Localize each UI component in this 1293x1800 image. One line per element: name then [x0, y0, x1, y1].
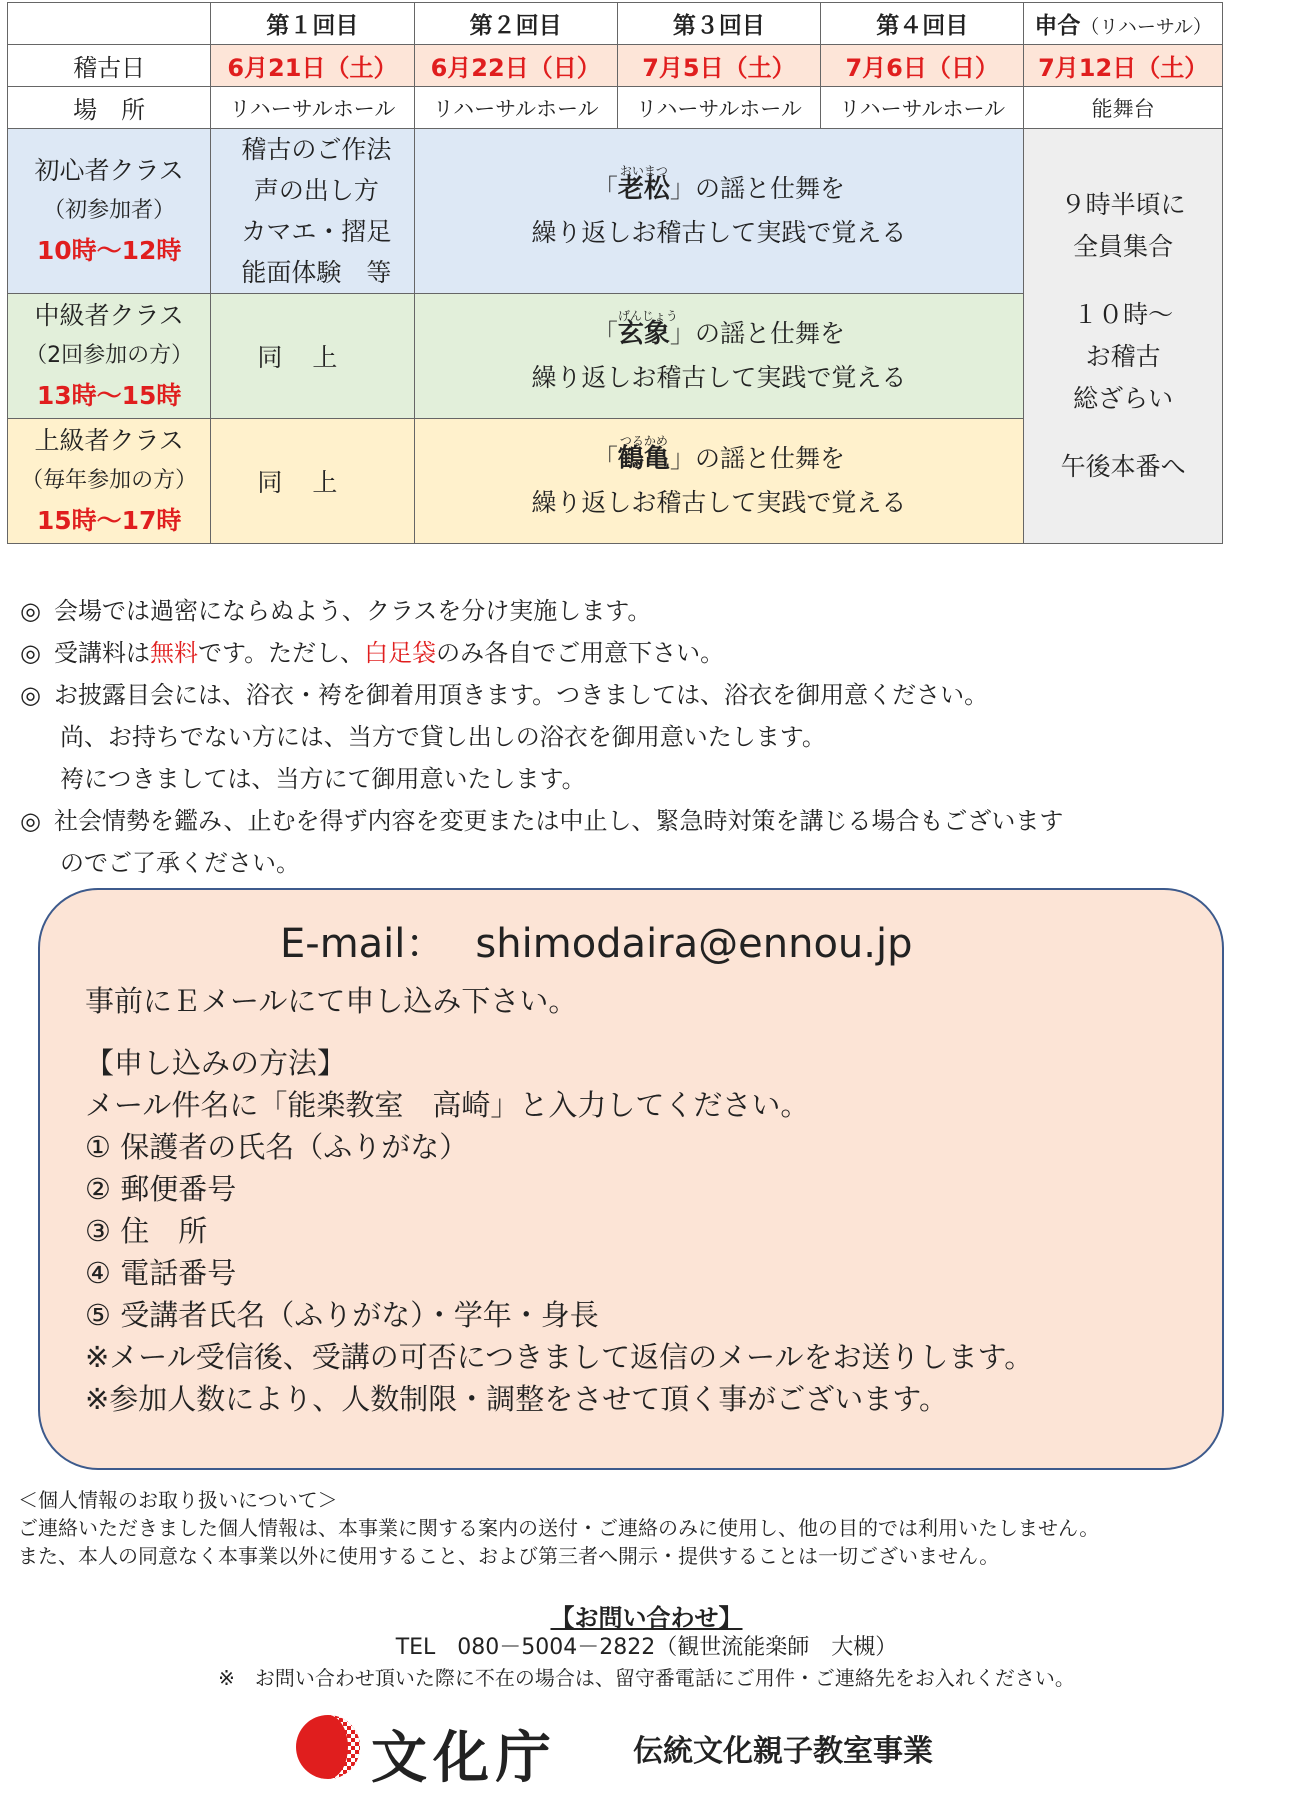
notes-section — [20, 590, 1270, 884]
apply-note-1: ※メール受信後、受講の可否につきまして返信のメールをお送りします。 — [85, 1340, 1034, 1374]
rehearsal-line-6: 午後本番へ — [1060, 452, 1186, 481]
note-3-line2: 尚、お持ちでない方には、当方で貸し出しの浴衣を御用意いたします。 — [60, 723, 826, 751]
advanced-piece-ruby: つるかめ — [619, 434, 668, 448]
privacy-line-2: また、本人の同意なく本事業以外に使用すること、および第三者へ開示・提供することは一切ございません。 — [18, 1544, 1000, 1568]
free-highlight: 無料 — [150, 639, 198, 667]
note-2: ◎ 受講料は無料です。ただし、白足袋のみ各自でご用意下さい。 — [20, 632, 1270, 674]
note-mark: ◎ — [20, 807, 41, 835]
beginner-class-sub: （初参加者） — [43, 198, 176, 223]
intermediate-class-name: 中級者クラス — [34, 301, 184, 330]
beginner-item-1: 稽古のご作法 — [241, 135, 392, 164]
rehearsal-line-2: 全員集合 — [1073, 232, 1174, 261]
header-row — [8, 3, 1223, 45]
email-line — [280, 912, 913, 969]
rehearsal-line-3: １０時～ — [1073, 300, 1174, 329]
contact-title: 【お問い合わせ】 — [550, 1604, 743, 1632]
beginner-session1-cell — [211, 129, 414, 294]
date-label: 稽古日 — [8, 45, 211, 87]
intermediate-class-sub: （2回参加の方） — [25, 343, 194, 368]
intermediate-class-time: 13時～15時 — [36, 381, 182, 410]
location-label: 場 所 — [8, 87, 211, 129]
advanced-piece: つるかめ 鶴亀 — [618, 437, 670, 481]
application-instructions — [85, 980, 1033, 1420]
advanced-session1-cell: 同上 — [211, 419, 414, 544]
advanced-class-cell — [8, 419, 211, 544]
header-session-2: 第２回目 — [414, 3, 617, 45]
date-1: 6月21日（土） — [211, 45, 414, 87]
privacy-title: ＜個人情報のお取り扱いについて＞ — [18, 1488, 338, 1512]
header-session-3: 第３回目 — [617, 3, 820, 45]
location-rehearsal: 能舞台 — [1024, 87, 1223, 129]
apply-item-3: ③ 住 所 — [85, 1214, 208, 1248]
apply-intro: 事前にＥメールにて申し込み下さい。 — [85, 984, 578, 1018]
tabi-highlight: 白足袋 — [364, 639, 437, 667]
location-3: リハーサルホール — [617, 87, 820, 129]
rehearsal-cell — [1024, 129, 1223, 544]
note-4: ◎ 社会情勢を鑑み、止むを得ず内容を変更または中止し、緊急時対策を講じる場合もございます — [20, 800, 1270, 842]
date-2: 6月22日（日） — [414, 45, 617, 87]
location-4: リハーサルホール — [821, 87, 1024, 129]
apply-item-2: ② 郵便番号 — [85, 1172, 237, 1206]
note-mark: ◎ — [20, 681, 41, 709]
beginner-class-cell — [8, 129, 211, 294]
header-session-1: 第１回目 — [211, 3, 414, 45]
note-mark: ◎ — [20, 639, 41, 667]
location-2: リハーサルホール — [414, 87, 617, 129]
location-1: リハーサルホール — [211, 87, 414, 129]
intermediate-piece-ruby: げんじょう — [617, 309, 678, 323]
bunkacho-logo-icon — [295, 1714, 361, 1780]
date-3: 7月5日（土） — [617, 45, 820, 87]
email-address[interactable]: shimodaira@ennou.jp — [475, 921, 913, 967]
rehearsal-line-4: お稽古 — [1085, 342, 1161, 371]
rehearsal-line-1: ９時半頃に — [1060, 190, 1186, 219]
beginner-desc-line1: 「 おいまつ 老松」の謡と仕舞を — [415, 167, 1024, 211]
beginner-item-2: 声の出し方 — [253, 176, 379, 205]
advanced-class-time: 15時～17時 — [36, 506, 182, 535]
program-name: 伝統文化親子教室事業 — [633, 1734, 933, 1769]
rehearsal-line-5: 総ざらい — [1073, 384, 1174, 413]
advanced-desc-line2: 繰り返しお稽古して実践で覚える — [531, 488, 907, 517]
beginner-piece: おいまつ 老松 — [618, 167, 670, 211]
beginner-item-4: 能面体験 等 — [241, 258, 392, 287]
intermediate-piece: げんじょう 玄象 — [618, 312, 670, 356]
apply-item-1: ① 保護者の氏名（ふりがな） — [85, 1130, 469, 1164]
intermediate-desc-line2: 繰り返しお稽古して実践で覚える — [531, 363, 907, 392]
contact-section — [0, 1603, 1293, 1693]
date-4: 7月6日（日） — [821, 45, 1024, 87]
intermediate-session1-cell: 同上 — [211, 294, 414, 419]
beginner-item-3: カマエ・摺足 — [241, 217, 392, 246]
intermediate-desc-line1: 「 げんじょう 玄象」の謡と仕舞を — [415, 312, 1024, 356]
intermediate-class-cell — [8, 294, 211, 419]
note-3-line3: 袴につきましては、当方にて御用意いたします。 — [60, 765, 586, 793]
footer — [295, 1712, 995, 1792]
header-rehearsal: 申合（リハーサル） — [1024, 3, 1223, 45]
apply-subject-line: メール件名に「能楽教室 高崎」と入力してください。 — [85, 1088, 810, 1122]
advanced-class-sub: （毎年参加の方） — [21, 468, 198, 493]
date-row — [8, 45, 1223, 87]
apply-item-5: ⑤ 受講者氏名（ふりがな）・学年・身長 — [85, 1298, 599, 1332]
application-box — [38, 888, 1224, 1470]
beginner-description — [414, 129, 1024, 294]
advanced-class-name: 上級者クラス — [34, 426, 184, 455]
note-3: ◎ お披露目会には、浴衣・袴を御着用頂きます。つきましては、浴衣を御用意ください。 — [20, 674, 1270, 716]
logo-text: 文化庁 — [371, 1725, 557, 1791]
privacy-section — [18, 1486, 1099, 1570]
date-rehearsal: 7月12日（土） — [1024, 45, 1223, 87]
contact-tel[interactable]: TEL 080－5004－2822（観世流能楽師 大槻） — [395, 1635, 898, 1660]
location-row — [8, 87, 1223, 129]
contact-note: ※ お問い合わせ頂いた際に不在の場合は、留守番電話にご用件・ご連絡先をお入れください。 — [218, 1666, 1075, 1690]
advanced-description — [414, 419, 1024, 544]
note-mark: ◎ — [20, 597, 41, 625]
beginner-row — [8, 129, 1223, 294]
beginner-piece-ruby: おいまつ — [619, 164, 668, 178]
schedule-table — [7, 2, 1223, 544]
beginner-class-time: 10時～12時 — [36, 236, 182, 265]
note-4-line2: のでご了承ください。 — [60, 849, 300, 877]
apply-item-4: ④ 電話番号 — [85, 1256, 237, 1290]
header-session-4: 第４回目 — [821, 3, 1024, 45]
apply-method-title: 【申し込みの方法】 — [85, 1046, 347, 1080]
email-label: E-mail： — [280, 921, 446, 967]
beginner-class-name: 初心者クラス — [34, 156, 184, 185]
privacy-line-1: ご連絡いただきました個人情報は、本事業に関する案内の送付・ご連絡のみに使用し、他の目的では利用いたしません。 — [18, 1516, 1100, 1540]
advanced-desc-line1: 「 つるかめ 鶴亀」の謡と仕舞を — [415, 437, 1024, 481]
beginner-desc-line2: 繰り返しお稽古して実践で覚える — [531, 218, 907, 247]
note-1: ◎ 会場では過密にならぬよう、クラスを分け実施します。 — [20, 590, 1270, 632]
header-empty — [8, 3, 211, 45]
apply-note-2: ※参加人数により、人数制限・調整をさせて頂く事がございます。 — [85, 1382, 948, 1416]
intermediate-description — [414, 294, 1024, 419]
